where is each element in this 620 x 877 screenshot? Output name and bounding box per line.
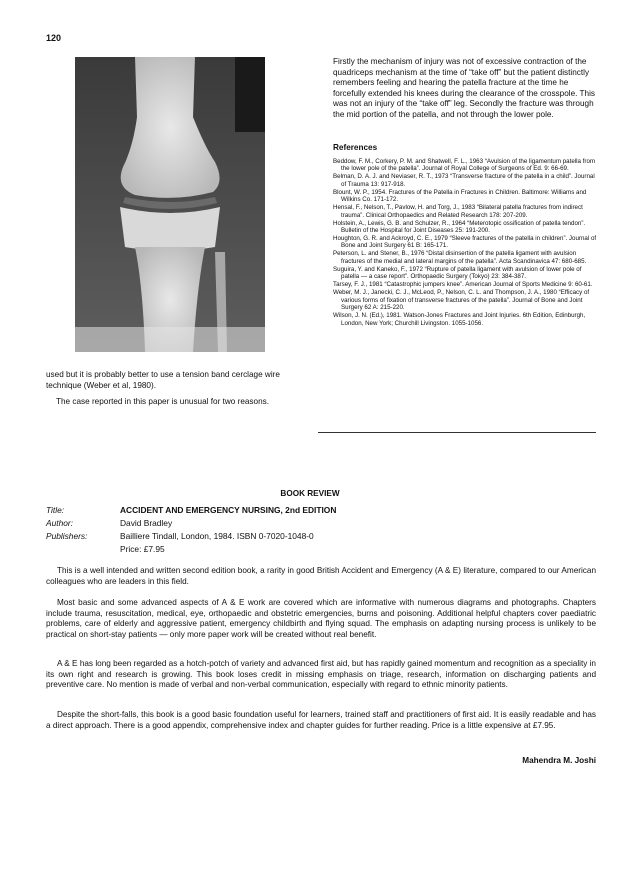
reference-item: Tarsey, F. J., 1981 “Catastrophic jumpers knee”. American Journal of Sports Medicine 9: 60-61. — [333, 281, 593, 289]
reference-item: Peterson, L. and Stener, B., 1976 “Distal disinsertion of the patella ligament with avulsion fractures of the medial and lateral margins of the patella”. Acta Scandinavica 47: 680-685. — [333, 250, 587, 265]
reference-item: Hensal, F., Nelson, T., Pavlow, H. and Torg, J., 1983 “Bilateral patella fractures from indirect trauma”. Clinical Orthopaedics and Related Research 178: 207-209. — [333, 204, 583, 219]
reviewer-signature: Mahendra M. Joshi — [522, 756, 596, 765]
author-label: Author: — [46, 518, 74, 528]
book-title: ACCIDENT AND EMERGENCY NURSING, 2nd EDITION — [120, 505, 337, 515]
reference-item: Weber, M. J., Janecki, C. J., McLeod, P., Nelson, C. L. and Thompson, J. A., 1980 “Efficacy of various forms of fixation of transverse fractures of the patella”. Journal of Bone and Joint Surgery 62 A: 215-220. — [333, 289, 590, 312]
references-list — [333, 158, 599, 327]
section-divider — [318, 432, 596, 433]
review-paragraph-text: This is a well intended and written second edition book, a rarity in good British Accident and Emergency (A & E) literature, compared to our American colleagues who are leaders in this field. — [46, 566, 596, 586]
reference-item: Houghton, G. R. and Ackroyd, C. E., 1979 “Sleeve fractures of the patella in children”. Journal of Bone and Joint Surgery 61 B: 165-171. — [333, 235, 597, 250]
reference-item: Holstein, A., Lewis, G. B. and Schulzer, R., 1964 “Meterotopic ossification of patella tendon”. Bulletin of the Hospital for Joint Diseases 25: 191-200. — [333, 219, 586, 235]
page-number: 120 — [46, 33, 62, 43]
reference-item: Suguira, Y. and Kaneko, F., 1972 “Rupture of patella ligament with avulsion of lower pole of patella — a case report”. Orthopaedic Surgery (Tokyo) 23: 384-387. — [333, 265, 582, 281]
book-review-heading: BOOK REVIEW — [280, 489, 340, 498]
review-paragraph-text: Most basic and some advanced aspects of A & E work are covered which are informative with numerous diagrams and photographs. Chapters include trauma, resuscitation, medical, eye, orthopaedic and obstetric emergencies, burns and poisoning. Additional helpful chapters cover paediatric problems, care of elderly and aggressive patient, emergency childbirth and flying squad. The emphasis on adapting nursing process is unlikely to be practical on short-stay patients — only more paper work will be created without real benefit. — [46, 598, 596, 639]
references-heading: References — [333, 143, 378, 152]
book-publisher: Bailliere Tindall, London, 1984. ISBN 0-7020-1048-0 — [120, 531, 314, 541]
case-paragraph: Firstly the mechanism of injury was not of excessive contraction of the quadriceps mechanism at the time of “take off” but the patient distinctly remembers feeling and hearing the patella fracture at the time he forcefully extended his knees during the clearance of the crosspole. This was not an injury of the “take off” leg. Secondly the fracture was through the mid portion of the patella, and not through the lower pole. — [333, 57, 595, 119]
review-paragraph-text: A & E has long been regarded as a hotch-potch of variety and advanced first aid, but has rapidly gained momentum and recognition as a speciality in its own right and research is growing. This book loses credit in missing emphasis on triage, research, information on discharging patients and preventive care. No mention is made of verbal and non-verbal communication, especially with regard to ethnic minority patients. — [46, 659, 596, 690]
review-paragraph — [46, 710, 596, 731]
reference-item: Belman, D. A. J. and Neviaser, R. T., 1973 “Transverse fracture of the patella in a child”. Journal of Trauma 13: 917-918. — [333, 173, 595, 188]
reference-item: Beddow, F. M., Corkery, P. M. and Shatwell, F. L., 1963 “Avulsion of the ligamentum patella from the lower pole of the patella”. Journal of Royal College of Surgeons of Ed. 9: 66-69. — [333, 158, 596, 173]
case-note-paragraph: The case reported in this paper is unusual for two reasons. — [56, 397, 269, 406]
review-paragraph — [46, 598, 596, 640]
reference-item: Blount, W. P., 1954. Fractures of the Patella in Fractures in Children. Baltimore: Williams and Wilkins Co. 171-172. — [333, 188, 587, 204]
book-price: Price: £7.95 — [120, 544, 165, 554]
left-column-text — [46, 370, 308, 414]
book-author: David Bradley — [120, 518, 173, 528]
publishers-label: Publishers: — [46, 531, 88, 541]
continued-paragraph: used but it is probably better to use a tension band cerclage wire technique (Weber et al, 1980). — [46, 370, 280, 390]
right-column-paragraph — [333, 57, 599, 120]
review-paragraph-text: Despite the short-falls, this book is a good basic foundation useful for learners, trained staff and practitioners of first aid. It is easily readable and has a direct approach. There is a good appendix, comprehensive index and chapter guides for further reading. Price is a little expensive at £7.95. — [46, 710, 596, 730]
knee-xray-image — [75, 57, 265, 352]
title-label: Title: — [46, 505, 65, 515]
review-paragraph — [46, 566, 596, 587]
reference-item: Wilson, J. N. (Ed.), 1981. Watson-Jones Fractures and Joint Injuries. 6th Edition, Edinburgh, London, New York; Churchill Livingston. 1055-1056. — [333, 312, 586, 327]
review-paragraph — [46, 659, 596, 691]
